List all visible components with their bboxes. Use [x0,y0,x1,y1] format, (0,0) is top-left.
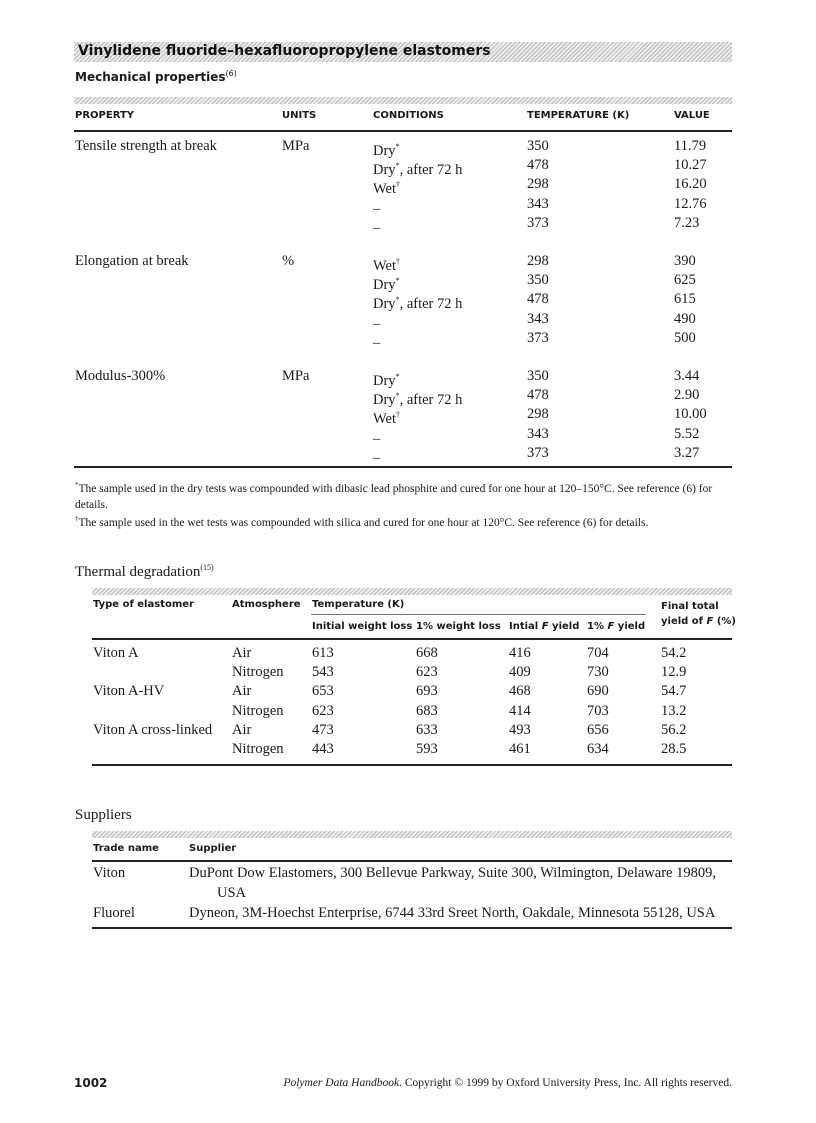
copyright-line: Polymer Data Handbook. Copyright © 1999 by Oxford University Press, Inc. All rights reserved. [283,1077,732,1089]
temperature-cell: 350 [527,272,549,289]
footnote-wet: †The sample used in the wet tests was compounded with silica and cured for one hour at 120°C. See reference (6) for details. [75,515,649,529]
footnote-dry: *The sample used in the dry tests was compounded with dibasic lead phosphite and cured for one hour at 120–150°C. See reference (6) for details. [75,481,713,511]
suppliers-header-supplier: Supplier [189,843,237,854]
temperature-cell: 350 [527,368,549,384]
thermal-value-cell: 593 [416,741,438,757]
mechanical-properties-title: Mechanical properties$^{(6)}$ [75,69,237,84]
supplier-address: DuPont Dow Elastomers, 300 Bellevue Parkway, Suite 300, Wilmington, Delaware 19809, [189,865,716,881]
condition-cell: Wet† [373,257,400,274]
value-cell: 390 [674,253,696,269]
atmosphere-cell: Nitrogen [232,702,284,719]
suppliers-header-rule [92,860,732,862]
value-cell: 10.27 [674,157,707,174]
temperature-cell: 478 [527,291,549,308]
thermal-value-cell: 613 [312,645,334,661]
thermal-value-cell: 623 [416,664,438,681]
condition-cell: – [373,449,381,466]
thermal-value-cell: 461 [509,741,531,757]
thermal-header-type: Type of elastomer [93,599,194,610]
thermal-value-cell: 414 [509,702,531,719]
thermal-value-cell: 54.7 [661,683,687,700]
property-units: MPa [282,138,310,154]
thermal-value-cell: 730 [587,664,609,681]
thermal-header-rule [92,638,732,640]
value-cell: 3.44 [674,368,700,384]
thermal-bottom-rule [92,764,732,766]
condition-cell: – [373,315,381,332]
property-name: Elongation at break [75,253,189,269]
temperature-cell: 478 [527,387,549,404]
property-units: MPa [282,368,310,384]
condition-cell: Dry*, after 72 h [373,295,463,313]
table-top-rule [74,97,732,104]
page-title-bar [74,42,732,62]
suppliers-top-rule [92,831,732,838]
thermal-value-cell: 443 [312,741,334,757]
supplier-trade-name: Viton [93,865,126,881]
elastomer-type-cell: Viton A cross-linked [93,721,213,738]
condition-cell: Dry* [373,142,400,159]
thermal-value-cell: 623 [312,702,334,719]
value-cell: 490 [674,310,696,327]
condition-cell: Dry* [373,276,400,294]
thermal-subheader-rule [311,614,646,615]
value-cell: 615 [674,291,696,308]
thermal-value-cell: 54.2 [661,645,687,661]
thermal-header-initial-f-yield: Intial F yield [509,621,580,632]
thermal-header-1pct-f-yield: 1% F yield [587,621,646,632]
supplier-address-cont: USA [217,885,247,901]
temperature-cell: 343 [527,310,549,327]
value-cell: 11.79 [674,138,707,154]
elastomer-type-cell: Viton A [93,645,139,661]
temperature-cell: 343 [527,425,549,442]
condition-cell: Dry*, after 72 h [373,391,463,409]
suppliers-title: Suppliers [75,807,132,823]
condition-cell: – [373,200,381,217]
value-cell: 16.20 [674,176,707,193]
atmosphere-cell: Nitrogen [232,741,284,757]
header-property: PROPERTY [75,110,135,121]
table-bottom-rule [74,466,732,468]
thermal-value-cell: 13.2 [661,702,687,719]
supplier-address: Dyneon, 3M-Hoechst Enterprise, 6744 33rd Sreet North, Oakdale, Minnesota 55128, USA [189,905,716,921]
temperature-cell: 373 [527,214,549,231]
header-rule [74,130,732,132]
thermal-header-atmosphere: Atmosphere [232,599,301,610]
thermal-top-rule [92,588,732,595]
atmosphere-cell: Nitrogen [232,664,284,681]
condition-cell: – [373,430,381,447]
temperature-cell: 373 [527,329,549,346]
atmosphere-cell: Air [232,645,252,661]
elastomer-type-cell: Viton A-HV [93,683,165,700]
value-cell: 2.90 [674,387,700,404]
thermal-value-cell: 693 [416,683,438,700]
atmosphere-cell: Air [232,683,252,700]
value-cell: 3.27 [674,444,700,461]
thermal-value-cell: 493 [509,721,531,738]
atmosphere-cell: Air [232,721,252,738]
property-units: % [282,253,295,269]
temperature-cell: 343 [527,195,549,212]
suppliers-bottom-rule [92,927,732,929]
property-name: Modulus-300% [75,368,166,384]
condition-cell: Dry*, after 72 h [373,161,463,179]
value-cell: 10.00 [674,406,707,423]
header-conditions: CONDITIONS [373,110,444,121]
thermal-value-cell: 656 [587,721,609,738]
condition-cell: Wet† [373,180,400,198]
thermal-header-temperature: Temperature (K) [312,599,405,610]
thermal-header-final-yield: Final total yield of F (%) [661,601,736,627]
supplier-trade-name: Fluorel [93,905,135,921]
thermal-value-cell: 704 [587,645,609,661]
thermal-value-cell: 56.2 [661,721,687,738]
temperature-cell: 478 [527,157,549,174]
thermal-value-cell: 28.5 [661,741,687,757]
condition-cell: – [373,219,381,236]
thermal-value-cell: 653 [312,683,334,700]
temperature-cell: 298 [527,176,549,193]
value-cell: 12.76 [674,195,707,212]
thermal-value-cell: 409 [509,664,531,681]
temperature-cell: 298 [527,406,549,423]
thermal-value-cell: 543 [312,664,334,681]
value-cell: 7.23 [674,214,700,231]
thermal-degradation-title: Thermal degradation$^{(15)}$ [75,563,214,580]
condition-cell: Dry* [373,372,400,389]
thermal-value-cell: 416 [509,645,531,661]
header-temperature: TEMPERATURE (K) [527,110,630,121]
thermal-value-cell: 633 [416,721,438,738]
thermal-value-cell: 12.9 [661,664,687,681]
condition-cell: Wet† [373,410,400,428]
property-name: Tensile strength at break [75,138,217,154]
thermal-header-1pct-weight-loss: 1% weight loss [416,621,501,632]
suppliers-header-trade-name: Trade name [93,843,159,854]
thermal-value-cell: 468 [509,683,531,700]
temperature-cell: 373 [527,444,549,461]
thermal-value-cell: 703 [587,702,609,719]
temperature-cell: 350 [527,138,549,154]
page-title: Vinylidene fluoride–hexafluoropropylene elastomers [78,43,491,59]
thermal-value-cell: 690 [587,683,609,700]
header-units: UNITS [282,110,317,121]
value-cell: 5.52 [674,425,700,442]
value-cell: 625 [674,272,696,289]
temperature-cell: 298 [527,253,549,269]
thermal-header-initial-weight-loss: Initial weight loss [312,621,413,632]
header-value: VALUE [674,110,710,121]
thermal-value-cell: 634 [587,741,609,757]
thermal-value-cell: 683 [416,702,438,719]
thermal-value-cell: 668 [416,645,438,661]
value-cell: 500 [674,329,696,346]
page-number: 1002 [74,1076,108,1090]
condition-cell: – [373,334,381,351]
thermal-value-cell: 473 [312,721,334,738]
